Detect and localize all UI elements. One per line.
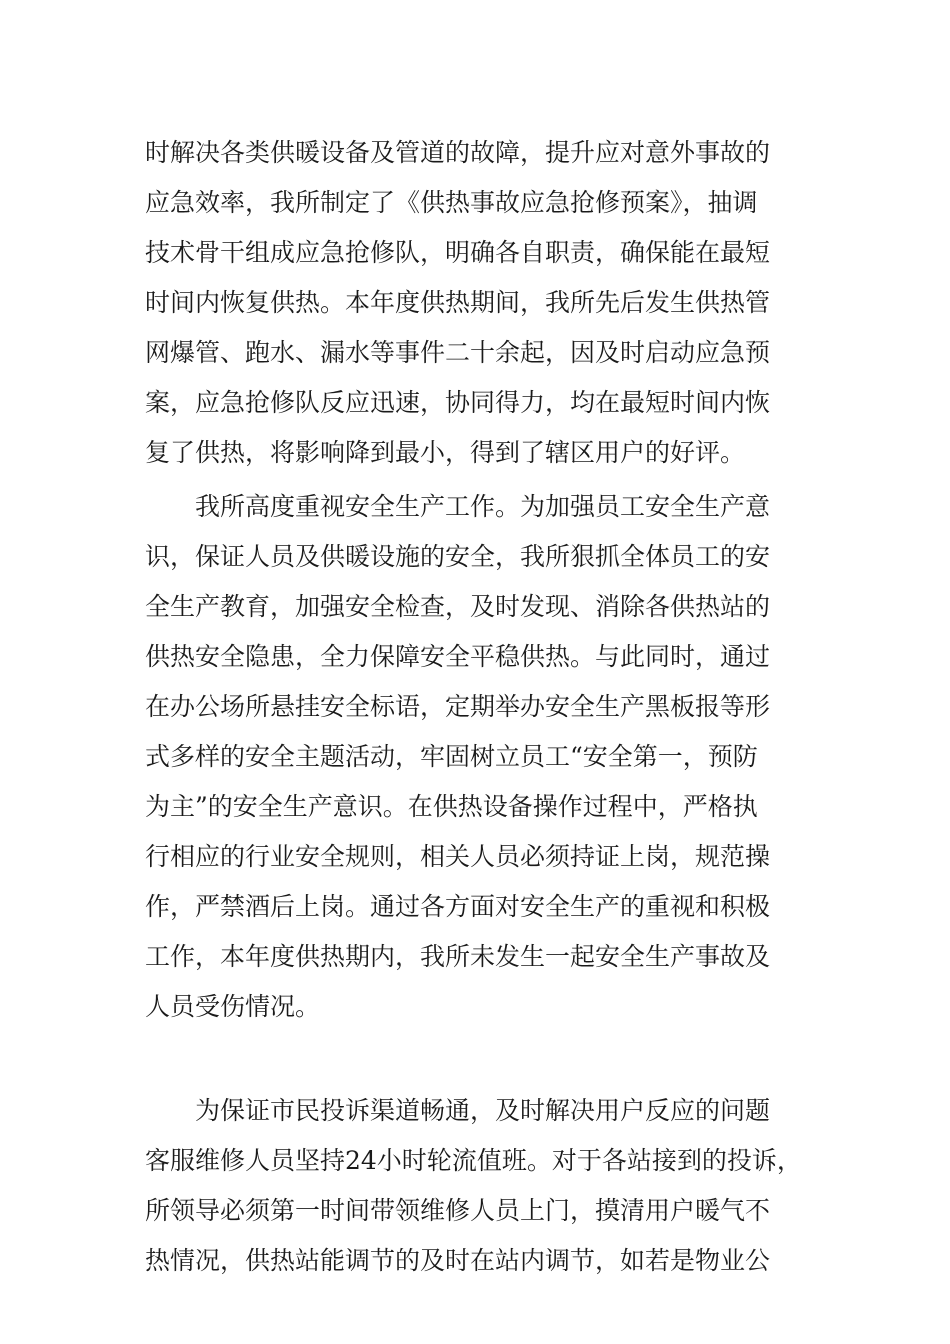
text-line: 应急效率，我所制定了《供热事故应急抢修预案》，抽调 xyxy=(145,188,758,217)
text-line: 识，保证人员及供暖设施的安全，我所狠抓全体员工的安 xyxy=(145,542,771,571)
text-line: 为主”的安全生产意识。在供热设备操作过程中，严格执 xyxy=(145,792,758,821)
text-line: 行相应的行业安全规则，相关人员必须持证上岗，规范操 xyxy=(145,842,771,871)
paragraph-emergency-repair xyxy=(145,128,815,478)
text-line: 我所高度重视安全生产工作。为加强员工安全生产意 xyxy=(195,492,771,521)
document-body xyxy=(145,128,815,1286)
text-line: 供热安全隐患，全力保障安全平稳供热。与此同时，通过 xyxy=(145,642,771,671)
text-line: 客服维修人员坚持24小时轮流值班。对于各站接到的投诉， xyxy=(145,1146,802,1175)
text-line: 热情况，供热站能调节的及时在站内调节，如若是物业公 xyxy=(145,1246,771,1275)
paragraph-complaint-handling xyxy=(145,1086,815,1286)
text-line: 时间内恢复供热。本年度供热期间，我所先后发生供热管 xyxy=(145,288,771,317)
text-line: 时解决各类供暖设备及管道的故障，提升应对意外事故的 xyxy=(145,138,771,167)
text-line: 在办公场所悬挂安全标语，定期举办安全生产黑板报等形 xyxy=(145,692,771,721)
text-line xyxy=(145,1032,815,1082)
text-line: 人员受伤情况。 xyxy=(145,992,321,1021)
text-line: 工作，本年度供热期内，我所未发生一起安全生产事故及 xyxy=(145,942,771,971)
text-line: 所领导必须第一时间带领维修人员上门，摸清用户暖气不 xyxy=(145,1196,771,1225)
text-line: 复了供热，将影响降到最小，得到了辖区用户的好评。 xyxy=(145,438,746,467)
paragraph-safety-production xyxy=(145,482,815,1082)
text-line: 作，严禁酒后上岗。通过各方面对安全生产的重视和积极 xyxy=(145,892,771,921)
text-line: 技术骨干组成应急抢修队，明确各自职责，确保能在最短 xyxy=(145,238,771,267)
text-line: 案，应急抢修队反应迅速，协同得力，均在最短时间内恢 xyxy=(145,388,771,417)
text-line: 为保证市民投诉渠道畅通，及时解决用户反应的问题 xyxy=(195,1096,771,1125)
text-line: 式多样的安全主题活动，牢固树立员工“安全第一，预防 xyxy=(145,742,758,771)
text-line: 网爆管、跑水、漏水等事件二十余起，因及时启动应急预 xyxy=(145,338,771,367)
text-line: 全生产教育，加强安全检查，及时发现、消除各供热站的 xyxy=(145,592,771,621)
